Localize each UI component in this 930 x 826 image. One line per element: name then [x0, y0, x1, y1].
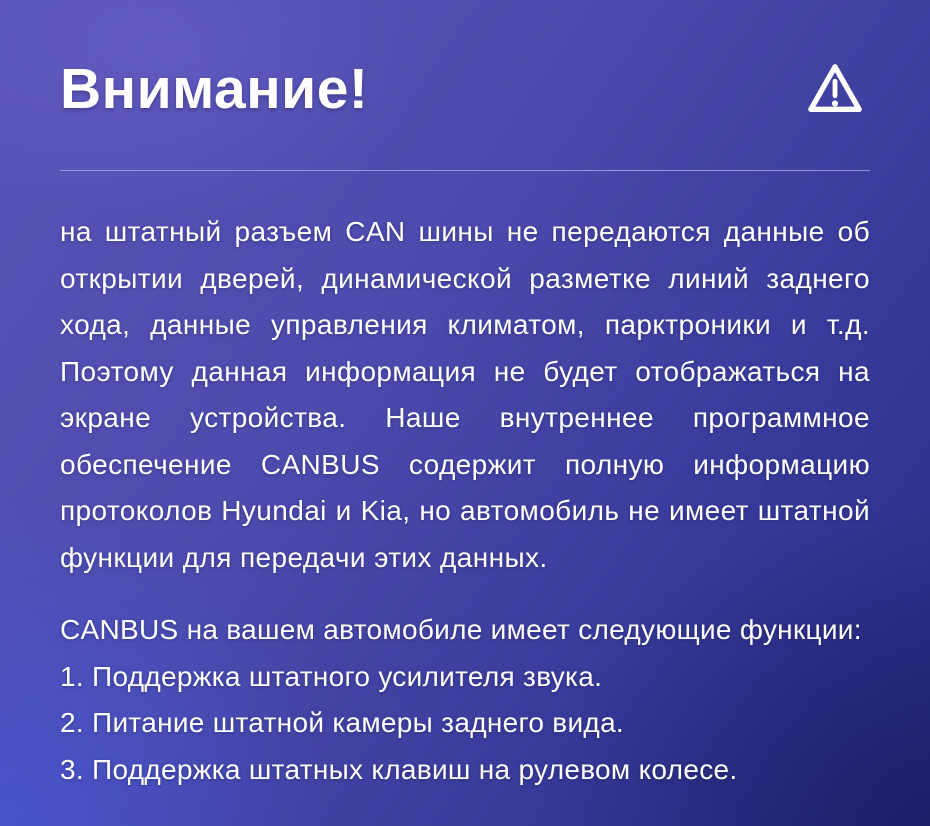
header — [60, 56, 870, 122]
divider — [60, 170, 870, 171]
page-title: Внимание! — [60, 56, 369, 121]
list-item: 2. Питание штатной камеры заднего вида. — [60, 707, 625, 738]
notice-paragraph: на штатный разъем CAN шины не передаются данные об открытии дверей, динамической разметке линий заднего хода, данные управления климатом, парктроники и т.д. Поэтому данная информация не будет отображаться на экране устройства. Наше внутреннее программное обеспечение CANBUS содержит полную информацию протоколов Hyundai и Kia, но автомобиль не имеет штатной функции для передачи этих данных. — [60, 216, 870, 573]
functions-intro: CANBUS на вашем автомобиле имеет следующие функции: — [60, 614, 862, 645]
warning-triangle-icon — [804, 60, 866, 118]
list-item: 3. Поддержка штатных клавиш на рулевом колесе. — [60, 753, 738, 785]
list-item: 1. Поддержка штатного усилителя звука. — [60, 660, 603, 692]
canbus-functions-section — [60, 607, 870, 793]
